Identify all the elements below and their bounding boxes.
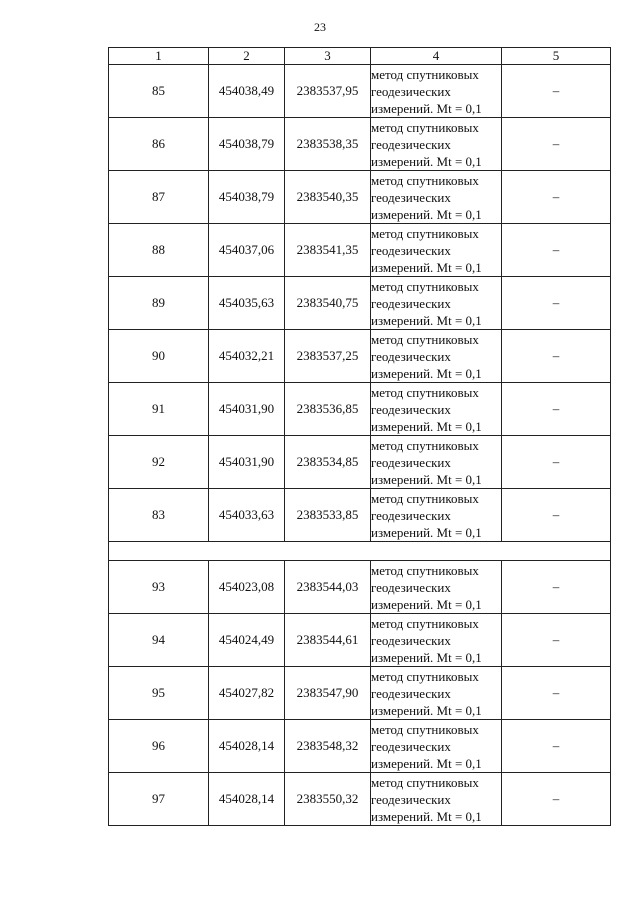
method-text-line: метод спутниковых: [371, 615, 479, 631]
method-cell: [371, 667, 502, 720]
y-coordinate-cell: 2383534,85: [285, 436, 371, 489]
method-text-line: геодезических: [371, 579, 451, 595]
y-coordinate-cell: 2383536,85: [285, 383, 371, 436]
method-text-line: геодезических: [371, 189, 451, 205]
method-text-line: геодезических: [371, 242, 451, 258]
note-cell: –: [502, 720, 611, 773]
note-cell: –: [502, 667, 611, 720]
point-number-cell: 93: [109, 561, 209, 614]
method-text-line: измерений. Mt = 0,1: [371, 365, 482, 381]
method-cell: [371, 65, 502, 118]
method-cell: [371, 383, 502, 436]
point-number-cell: 86: [109, 118, 209, 171]
method-cell: [371, 277, 502, 330]
method-cell: [371, 489, 502, 542]
note-cell: –: [502, 171, 611, 224]
y-coordinate-cell: 2383544,03: [285, 561, 371, 614]
note-cell: –: [502, 614, 611, 667]
method-cell: [371, 171, 502, 224]
method-text-line: геодезических: [371, 791, 451, 807]
note-cell: –: [502, 383, 611, 436]
method-text-line: геодезических: [371, 401, 451, 417]
x-coordinate-cell: 454028,14: [209, 773, 285, 826]
method-text-line: метод спутниковых: [371, 721, 479, 737]
point-number-cell: 89: [109, 277, 209, 330]
coordinates-table: [108, 47, 611, 826]
method-text-line: измерений. Mt = 0,1: [371, 524, 482, 540]
method-text-line: метод спутниковых: [371, 66, 479, 82]
note-cell: –: [502, 277, 611, 330]
x-coordinate-cell: 454038,79: [209, 118, 285, 171]
y-coordinate-cell: 2383540,35: [285, 171, 371, 224]
x-coordinate-cell: 454035,63: [209, 277, 285, 330]
table-row: [109, 383, 611, 436]
x-coordinate-cell: 454032,21: [209, 330, 285, 383]
method-text-line: геодезических: [371, 738, 451, 754]
table-row: [109, 614, 611, 667]
method-text-line: измерений. Mt = 0,1: [371, 755, 482, 771]
point-number-cell: 94: [109, 614, 209, 667]
y-coordinate-cell: 2383533,85: [285, 489, 371, 542]
point-number-cell: 91: [109, 383, 209, 436]
method-text-line: измерений. Mt = 0,1: [371, 808, 482, 824]
point-number-cell: 92: [109, 436, 209, 489]
method-text-line: геодезических: [371, 136, 451, 152]
x-coordinate-cell: 454038,49: [209, 65, 285, 118]
separator-cell: [109, 542, 611, 561]
point-number-cell: 90: [109, 330, 209, 383]
y-coordinate-cell: 2383537,95: [285, 65, 371, 118]
method-text-line: метод спутниковых: [371, 490, 479, 506]
method-text-line: метод спутниковых: [371, 225, 479, 241]
table-row: [109, 489, 611, 542]
method-cell: [371, 436, 502, 489]
method-text-line: геодезических: [371, 348, 451, 364]
header-col-5: 5: [502, 48, 611, 65]
table-row: [109, 224, 611, 277]
x-coordinate-cell: 454038,79: [209, 171, 285, 224]
point-number-cell: 96: [109, 720, 209, 773]
method-cell: [371, 561, 502, 614]
table-row: [109, 330, 611, 383]
y-coordinate-cell: 2383547,90: [285, 667, 371, 720]
method-text-line: метод спутниковых: [371, 172, 479, 188]
header-row: [109, 48, 611, 65]
table-row: [109, 720, 611, 773]
table-row: [109, 277, 611, 330]
method-text-line: метод спутниковых: [371, 119, 479, 135]
method-text-line: измерений. Mt = 0,1: [371, 649, 482, 665]
method-cell: [371, 614, 502, 667]
point-number-cell: 95: [109, 667, 209, 720]
table-row: [109, 171, 611, 224]
method-text-line: геодезических: [371, 685, 451, 701]
method-text-line: измерений. Mt = 0,1: [371, 100, 482, 116]
x-coordinate-cell: 454028,14: [209, 720, 285, 773]
header-col-4: 4: [371, 48, 502, 65]
method-text-line: метод спутниковых: [371, 384, 479, 400]
note-cell: –: [502, 561, 611, 614]
table-row: [109, 65, 611, 118]
method-text-line: геодезических: [371, 83, 451, 99]
method-cell: [371, 330, 502, 383]
table-body-group-2: [109, 561, 611, 826]
method-text-line: измерений. Mt = 0,1: [371, 312, 482, 328]
method-cell: [371, 720, 502, 773]
header-col-1: 1: [109, 48, 209, 65]
method-text-line: измерений. Mt = 0,1: [371, 153, 482, 169]
table-body-group-1: [109, 65, 611, 542]
note-cell: –: [502, 330, 611, 383]
method-text-line: метод спутниковых: [371, 331, 479, 347]
method-text-line: геодезических: [371, 507, 451, 523]
method-cell: [371, 773, 502, 826]
y-coordinate-cell: 2383538,35: [285, 118, 371, 171]
note-cell: –: [502, 65, 611, 118]
point-number-cell: 88: [109, 224, 209, 277]
method-text-line: измерений. Mt = 0,1: [371, 596, 482, 612]
table-row: [109, 667, 611, 720]
note-cell: –: [502, 118, 611, 171]
method-text-line: измерений. Mt = 0,1: [371, 259, 482, 275]
method-text-line: метод спутниковых: [371, 278, 479, 294]
table-gap: [109, 542, 611, 561]
x-coordinate-cell: 454037,06: [209, 224, 285, 277]
y-coordinate-cell: 2383537,25: [285, 330, 371, 383]
x-coordinate-cell: 454031,90: [209, 383, 285, 436]
x-coordinate-cell: 454023,08: [209, 561, 285, 614]
point-number-cell: 87: [109, 171, 209, 224]
method-text-line: метод спутниковых: [371, 437, 479, 453]
note-cell: –: [502, 773, 611, 826]
method-text-line: геодезических: [371, 454, 451, 470]
page-number: 23: [314, 20, 326, 34]
method-text-line: измерений. Mt = 0,1: [371, 418, 482, 434]
method-cell: [371, 118, 502, 171]
method-text-line: метод спутниковых: [371, 562, 479, 578]
note-cell: –: [502, 436, 611, 489]
header-col-3: 3: [285, 48, 371, 65]
table-row: [109, 436, 611, 489]
point-number-cell: 85: [109, 65, 209, 118]
y-coordinate-cell: 2383544,61: [285, 614, 371, 667]
method-text-line: измерений. Mt = 0,1: [371, 471, 482, 487]
method-text-line: измерений. Mt = 0,1: [371, 702, 482, 718]
table-row: [109, 118, 611, 171]
method-text-line: геодезических: [371, 632, 451, 648]
method-cell: [371, 224, 502, 277]
header-col-2: 2: [209, 48, 285, 65]
y-coordinate-cell: 2383550,32: [285, 773, 371, 826]
method-text-line: измерений. Mt = 0,1: [371, 206, 482, 222]
point-number-cell: 83: [109, 489, 209, 542]
note-cell: –: [502, 224, 611, 277]
y-coordinate-cell: 2383541,35: [285, 224, 371, 277]
separator-row: [109, 542, 611, 561]
x-coordinate-cell: 454027,82: [209, 667, 285, 720]
x-coordinate-cell: 454024,49: [209, 614, 285, 667]
table-row: [109, 773, 611, 826]
x-coordinate-cell: 454031,90: [209, 436, 285, 489]
x-coordinate-cell: 454033,63: [209, 489, 285, 542]
method-text-line: метод спутниковых: [371, 668, 479, 684]
y-coordinate-cell: 2383540,75: [285, 277, 371, 330]
point-number-cell: 97: [109, 773, 209, 826]
method-text-line: метод спутниковых: [371, 774, 479, 790]
table-row: [109, 561, 611, 614]
y-coordinate-cell: 2383548,32: [285, 720, 371, 773]
method-text-line: геодезических: [371, 295, 451, 311]
note-cell: –: [502, 489, 611, 542]
